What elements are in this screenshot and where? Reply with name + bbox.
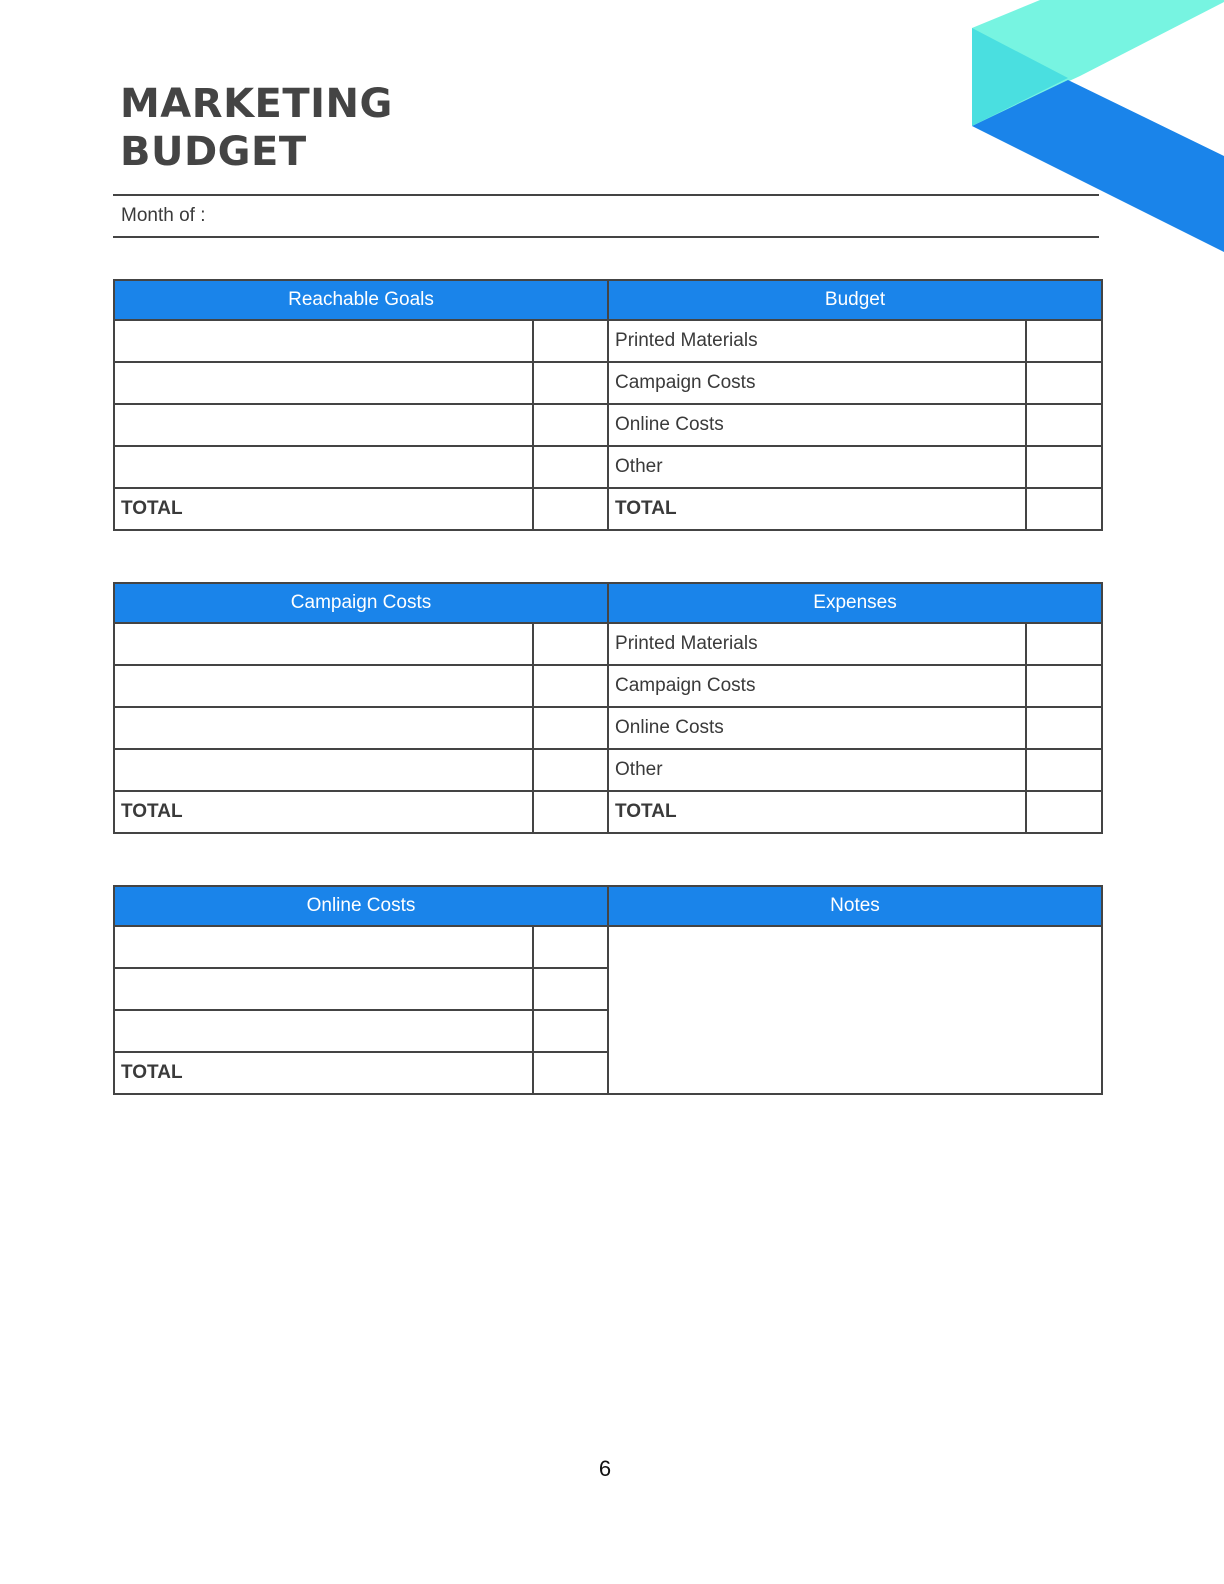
budget-amount-cell[interactable]	[1026, 446, 1102, 488]
goal-amount-cell[interactable]	[533, 446, 608, 488]
budget-total-cell[interactable]	[1026, 488, 1102, 530]
budget-item-label: Campaign Costs	[608, 362, 1026, 404]
online-notes-table	[113, 885, 1103, 1095]
campaign-total-cell[interactable]	[533, 791, 608, 833]
campaign-cell[interactable]	[114, 749, 533, 791]
expense-amount-cell[interactable]	[1026, 623, 1102, 665]
month-field[interactable]	[113, 194, 1099, 238]
expense-item-label: Printed Materials	[608, 623, 1026, 665]
page-number: 6	[598, 1456, 612, 1481]
expenses-total-cell[interactable]	[1026, 791, 1102, 833]
campaign-costs-header: Campaign Costs	[114, 583, 608, 623]
expense-amount-cell[interactable]	[1026, 707, 1102, 749]
expenses-header: Expenses	[608, 583, 1102, 623]
campaign-expenses-table	[113, 582, 1103, 834]
notes-header: Notes	[608, 886, 1102, 926]
expense-item-label: Campaign Costs	[608, 665, 1026, 707]
online-amount-cell[interactable]	[533, 968, 608, 1010]
online-amount-cell[interactable]	[533, 1010, 608, 1052]
online-amount-cell[interactable]	[533, 926, 608, 968]
expense-item-label: Other	[608, 749, 1026, 791]
goals-total-cell[interactable]	[533, 488, 608, 530]
online-costs-header: Online Costs	[114, 886, 608, 926]
goal-amount-cell[interactable]	[533, 404, 608, 446]
reachable-goals-header: Reachable Goals	[114, 280, 608, 320]
online-cost-cell[interactable]	[114, 926, 533, 968]
campaign-cell[interactable]	[114, 623, 533, 665]
campaign-total-label: TOTAL	[114, 791, 533, 833]
title-line-1: MARKETING	[120, 81, 393, 127]
budget-header: Budget	[608, 280, 1102, 320]
campaign-cell[interactable]	[114, 665, 533, 707]
goals-total-label: TOTAL	[114, 488, 533, 530]
title-line-2: BUDGET	[120, 129, 307, 175]
campaign-amount-cell[interactable]	[533, 749, 608, 791]
budget-amount-cell[interactable]	[1026, 320, 1102, 362]
goal-cell[interactable]	[114, 362, 533, 404]
month-label: Month of :	[121, 205, 206, 226]
campaign-amount-cell[interactable]	[533, 707, 608, 749]
online-cost-cell[interactable]	[114, 1010, 533, 1052]
goals-budget-table	[113, 279, 1103, 531]
expenses-total-label: TOTAL	[608, 791, 1026, 833]
online-cost-cell[interactable]	[114, 968, 533, 1010]
budget-total-label: TOTAL	[608, 488, 1026, 530]
online-total-cell[interactable]	[533, 1052, 608, 1094]
goal-amount-cell[interactable]	[533, 362, 608, 404]
goal-cell[interactable]	[114, 320, 533, 362]
goal-cell[interactable]	[114, 446, 533, 488]
online-total-label: TOTAL	[114, 1052, 533, 1094]
budget-amount-cell[interactable]	[1026, 362, 1102, 404]
goal-cell[interactable]	[114, 404, 533, 446]
campaign-amount-cell[interactable]	[533, 623, 608, 665]
budget-item-label: Online Costs	[608, 404, 1026, 446]
budget-amount-cell[interactable]	[1026, 404, 1102, 446]
budget-item-label: Printed Materials	[608, 320, 1026, 362]
goal-amount-cell[interactable]	[533, 320, 608, 362]
campaign-cell[interactable]	[114, 707, 533, 749]
notes-area[interactable]	[608, 926, 1102, 1094]
expense-item-label: Online Costs	[608, 707, 1026, 749]
expense-amount-cell[interactable]	[1026, 749, 1102, 791]
page-title	[120, 80, 393, 176]
campaign-amount-cell[interactable]	[533, 665, 608, 707]
expense-amount-cell[interactable]	[1026, 665, 1102, 707]
budget-item-label: Other	[608, 446, 1026, 488]
